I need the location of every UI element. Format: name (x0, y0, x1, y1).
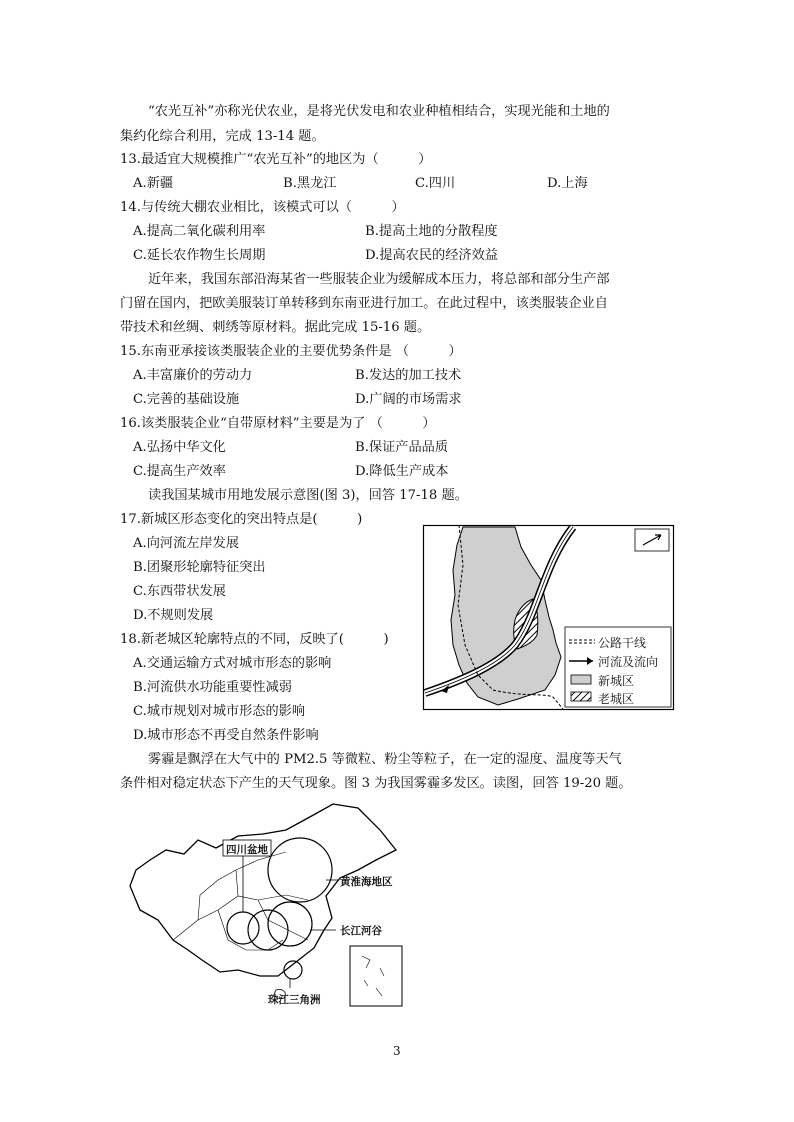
q15-option-b: B.发达的加工技术 (355, 368, 462, 383)
q16-option-d: D.降低生产成本 (355, 464, 449, 479)
passage2-line3: 带技术和丝绸、刺绣等原材料。据此完成 15-16 题。 (120, 320, 431, 335)
q15-option-d: D.广阔的市场需求 (355, 392, 462, 407)
q15-option-a: A.丰富廉价的劳动力 (133, 368, 253, 383)
legend-old-city-label: 老城区 (598, 692, 635, 706)
legend-road-label: 公路干线 (598, 636, 647, 650)
passage4-line2: 条件相对稳定状态下产生的天气现象。图 3 为我国雾霾多发区。读图，回答 19-20 题。 (120, 776, 632, 791)
south-china-sea-inset (350, 946, 402, 1006)
q16-option-b: B.保证产品品质 (355, 440, 449, 455)
map-label-pearl-river-delta: 珠江三角洲 (268, 994, 321, 1006)
q17-option-a: A.向河流左岸发展 (133, 536, 240, 551)
q13-stem: 13.最适宜大规模推广“农光互补”的地区为（ ） (120, 152, 432, 167)
map-label-huanghuai-region: 黄淮海地区 (340, 876, 393, 888)
q18-option-b: B.河流供水功能重要性减弱 (133, 680, 292, 695)
q16-option-c: C.提高生产效率 (133, 464, 226, 479)
q14-stem: 14.与传统大棚农业相比，该模式可以（ ） (120, 200, 405, 215)
passage1-line2: 集约化综合利用，完成 13-14 题。 (120, 129, 325, 144)
map-label-sichuan-basin: 四川盆地 (226, 844, 268, 856)
old-city-legend-swatch (571, 692, 591, 701)
q17-stem: 17.新城区形态变化的突出特点是( ) (120, 512, 363, 527)
city-land-use-diagram (423, 525, 674, 710)
china-haze-map (118, 800, 418, 1012)
q18-option-c: C.城市规划对城市形态的影响 (133, 704, 306, 719)
map-label-yangtze-valley: 长江河谷 (340, 925, 382, 937)
legend-river-label: 河流及流向 (598, 655, 659, 669)
q17-option-c: C.东西带状发展 (133, 584, 226, 599)
passage4-line1: 雾霾是飘浮在大气中的 PM2.5 等微粒、粉尘等粒子，在一定的湿度、温度等天气 (148, 752, 622, 767)
q16-option-a: A.弘扬中华文化 (133, 440, 226, 455)
passage2-line1: 近年来，我国东部沿海某省一些服装企业为缓解成本压力，将总部和部分生产部 (148, 272, 610, 287)
q14-option-d: D.提高农民的经济效益 (365, 248, 498, 263)
q14-option-a: A.提高二氧化碳利用率 (133, 224, 266, 239)
q15-stem: 15.东南亚承接该类服装企业的主要优势条件是 （ ） (120, 344, 462, 359)
passage3-line1: 读我国某城市用地发展示意图(图 3)，回答 17-18 题。 (148, 488, 468, 503)
q18-option-a: A.交通运输方式对城市形态的影响 (133, 656, 332, 671)
q18-option-d: D.城市形态不再受自然条件影响 (133, 728, 319, 743)
q18-stem: 18.新老城区轮廓特点的不同，反映了( ) (120, 632, 389, 647)
q13-option-b: B.黑龙江 (283, 176, 337, 191)
q14-option-c: C.延长农作物生长周期 (133, 248, 266, 263)
q13-option-c: C.四川 (415, 176, 456, 191)
new-city-legend-swatch (571, 675, 591, 684)
passage1-line1: “农光互补”亦称光伏农业，是将光伏发电和农业种植相结合，实现光能和土地的 (148, 104, 610, 119)
q15-option-c: C.完善的基础设施 (133, 392, 240, 407)
q13-option-a: A.新疆 (133, 176, 174, 191)
q14-option-b: B.提高土地的分散程度 (365, 224, 498, 239)
page-number: 3 (393, 1044, 401, 1058)
q13-option-d: D.上海 (547, 176, 588, 191)
q17-option-b: B.团聚形轮廓特征突出 (133, 560, 266, 575)
passage2-line2: 门留在国内，把欧美服装订单转移到东南亚进行加工。在此过程中，该类服装企业自 (120, 296, 608, 311)
q16-stem: 16.该类服装企业“自带原材料”主要是为了 （ ） (120, 416, 436, 431)
legend-new-city-label: 新城区 (598, 674, 635, 688)
q17-option-d: D.不规则发展 (133, 608, 214, 623)
